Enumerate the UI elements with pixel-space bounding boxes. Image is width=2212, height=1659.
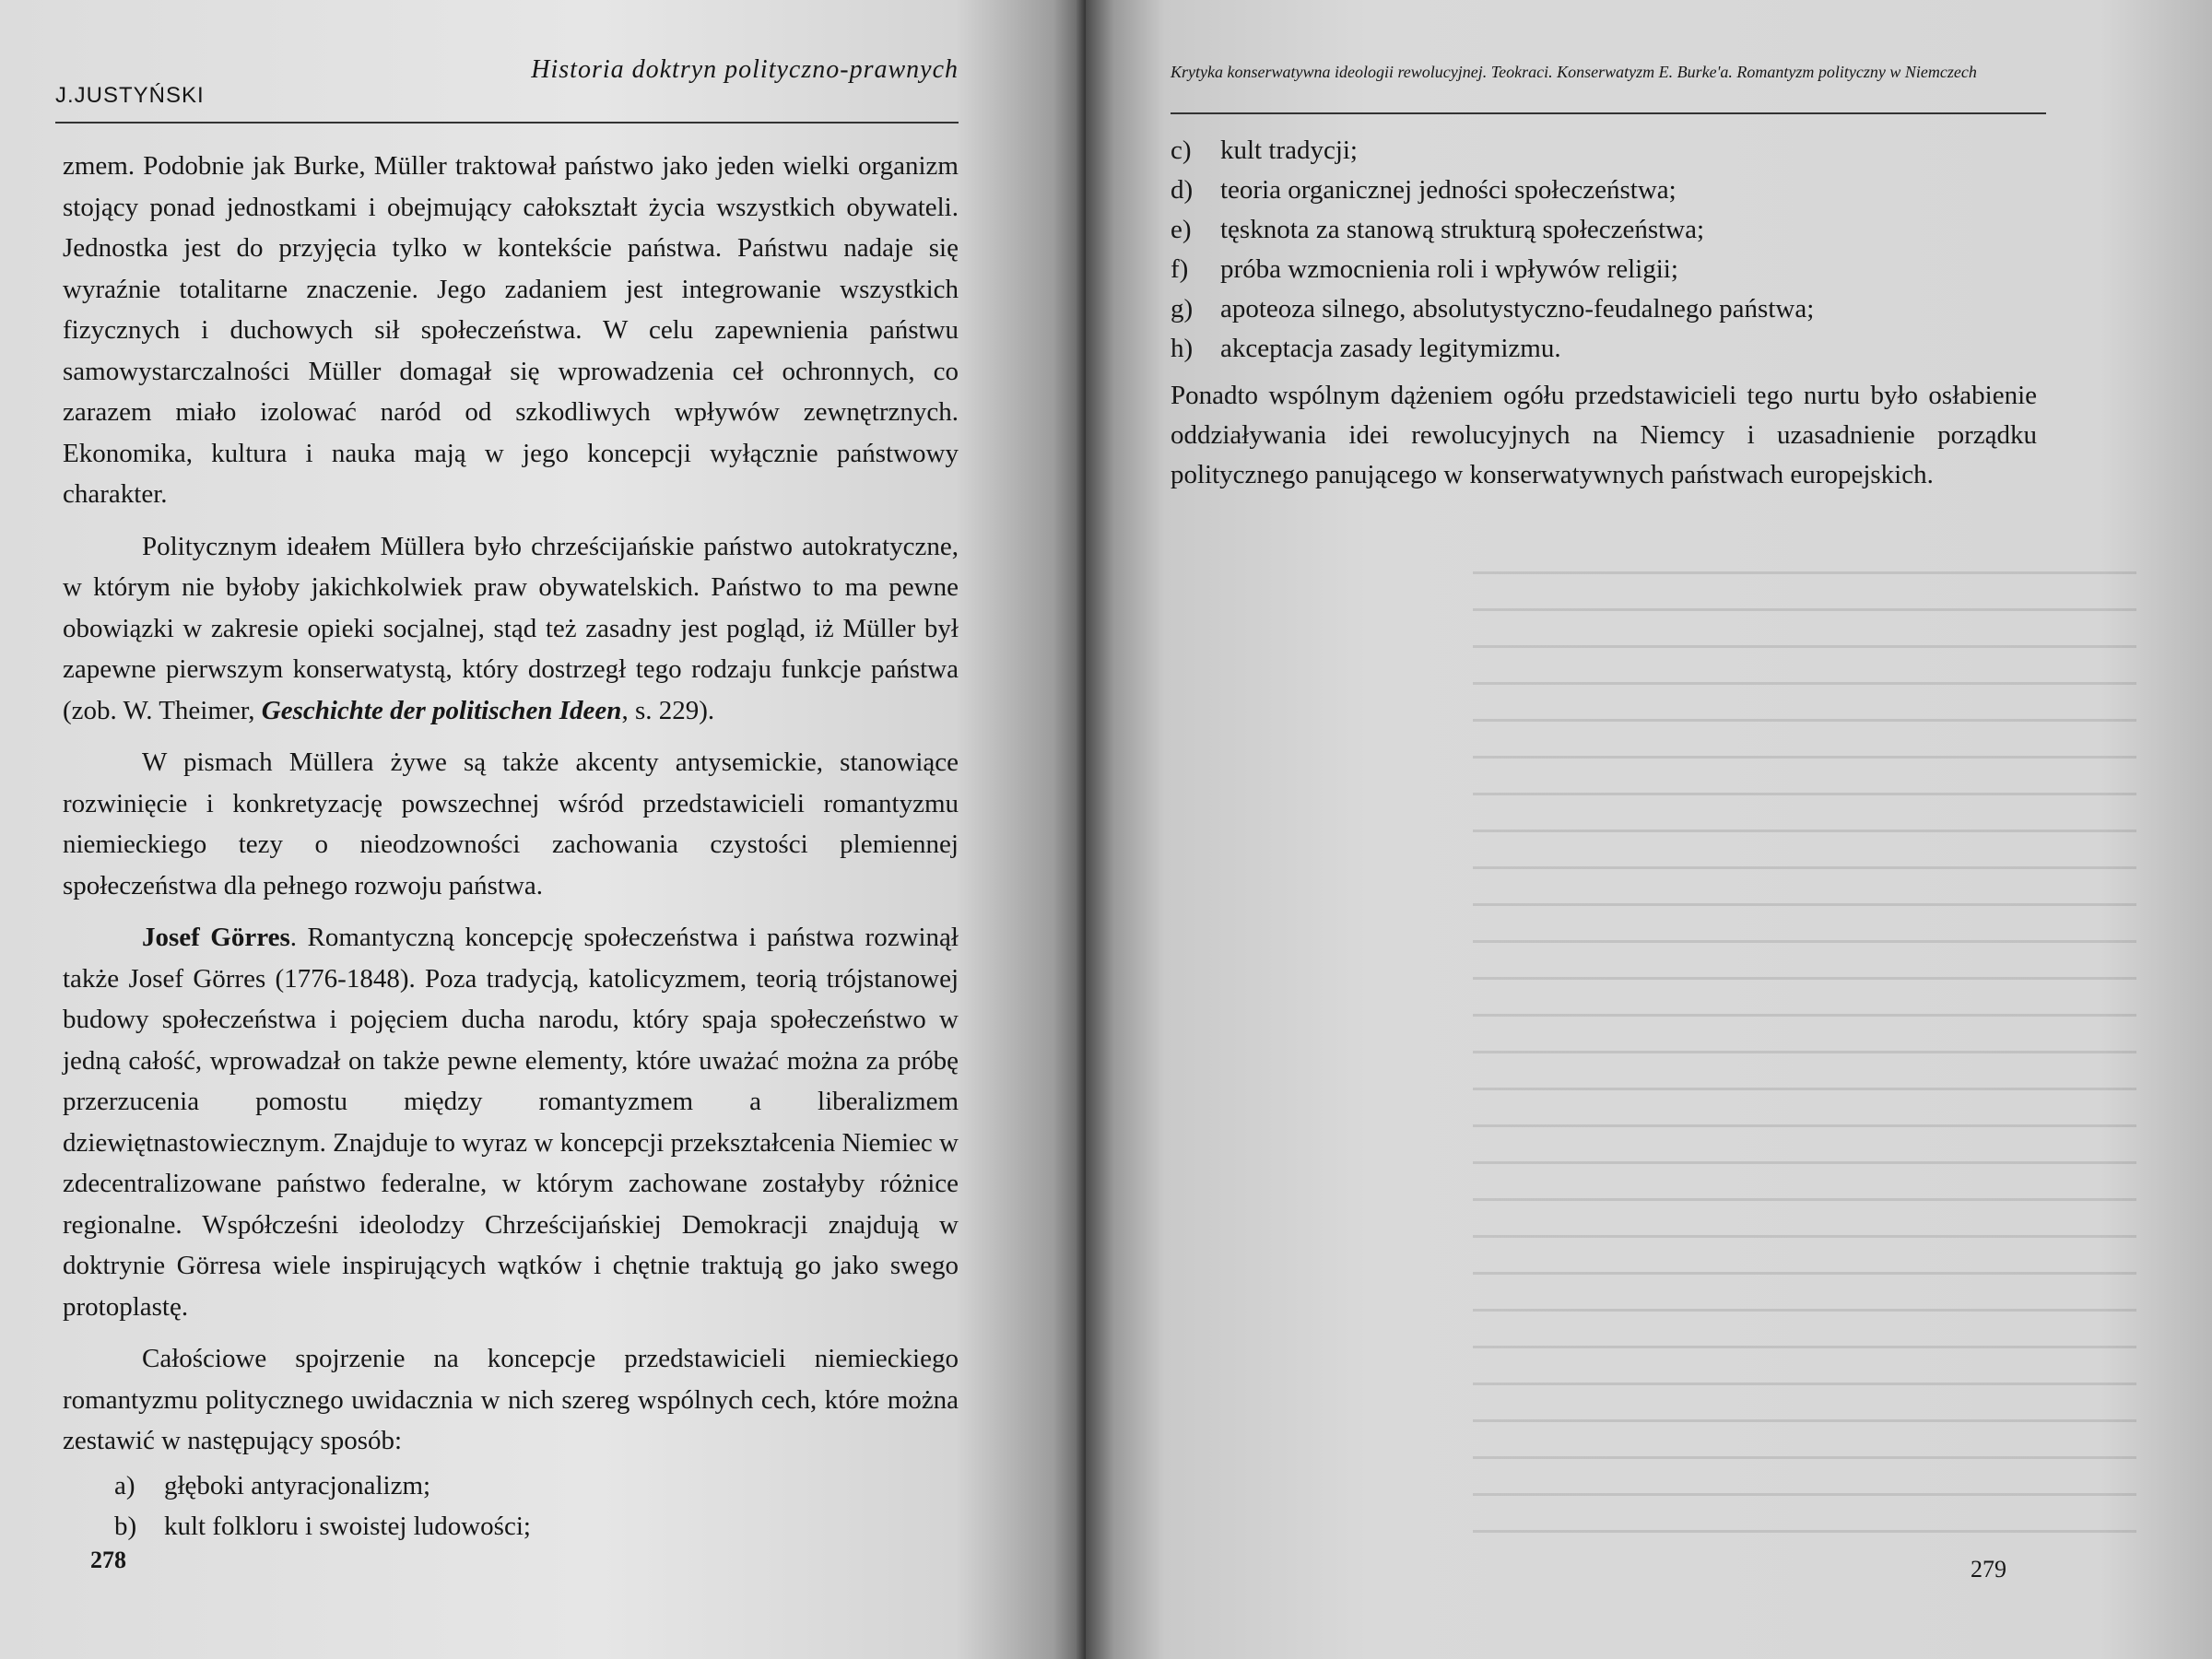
feature-list — [1171, 131, 2037, 369]
list-text: kult tradycji; — [1220, 135, 1358, 165]
paragraph: W pismach Müllera żywe są także akcenty antysemickie, stanowiące rozwinięcie i konkretyzację powszechnej wśród przedstawicieli romantyzmu niemieckiego tezy o nieodzowności zachowania czystości plemiennej społeczeństwa dla pełnego rozwoju państwa. — [63, 747, 959, 900]
right-page — [1086, 0, 2212, 1659]
left-page — [0, 0, 1086, 1659]
list-text: teoria organicznej jedności społeczeństwa; — [1220, 175, 1677, 205]
list-item — [1171, 171, 2037, 210]
list-text: próba wzmocnienia roli i wpływów religii; — [1220, 254, 1678, 284]
list-text: tęsknota za stanową strukturą społeczeństwa; — [1220, 215, 1705, 244]
book-title: Historia doktryn polityczno-prawnych — [531, 55, 959, 84]
paragraph: zmem. Podobnie jak Burke, Müller traktował państwo jako jeden wielki organizm stojący ponad jednostkami i obejmujący całokształt życia wszystkich obywateli. Jednostka jest do przyjęcia tylko w kontekście państwa. Państwu nadaje się wyraźnie totalitarne znaczenie. Jego zadaniem jest integrowanie wszystkich fizycznych i duchowych sił społeczeństwa. W celu zapewnienia państwu samowystarczalności Müller domagał się wprowadzenia ceł ochronnych, co zarazem miało izolować naród od szkodliwych wpływów zewnętrznych. Ekonomika, kultura i nauka mają w jego koncepcji wyłącznie państwowy charakter. — [63, 151, 959, 509]
list-item — [1171, 329, 2037, 369]
paragraph-text: . Romantyczną koncepcję społeczeństwa i państwa rozwinął także Josef Görres (1776-1848). Poza tradycją, katolicyzmem, teorią trójstanowej budowy społeczeństwa i pojęciem ducha narodu, który spaja społeczeństwo w jedną całość, wprowadzał on także pewne elementy, które uważać można za próbę przerzucenia pomostu między romantyzmem a liberalizmem dziewiętnastowiecznym. Znajduje to wyraz w koncepcji przekształcenia Niemiec w zdecentralizowane państwo federalne, w którym zachowane zostałyby różnice regionalne. Współcześni ideolodzy Chrześcijańskiej Demokracji znajdują w doktrynie Görresa wiele inspirujących wątków i chętnie traktują go jako swego protoplastę. — [63, 923, 959, 1322]
author-name: J.JUSTYŃSKI — [55, 83, 205, 108]
cited-book-title: Geschichte der politischen Ideen — [261, 695, 622, 725]
list-letter: a) — [114, 1470, 135, 1500]
list-text: kult folkloru i swoistej ludowości; — [164, 1512, 531, 1541]
paragraph-text: Politycznym ideałem Müllera było chrześcijańskie państwo autokratyczne, w którym nie byłoby jakichkolwiek praw obywatelskich. Państwo to ma pewne obowiązki w zakresie opieki socjalnej, stąd też zasadny jest pogląd, iż Müller był zapewne pierwszym konserwatystą, który dostrzegł tego rodzaju funkcje państwa (zob. W. Theimer, — [63, 531, 959, 725]
page-number: 279 — [1971, 1556, 2006, 1583]
list-item — [1171, 289, 2037, 329]
feature-list — [114, 1465, 959, 1547]
list-text: apoteoza silnego, absolutystyczno-feudalnego państwa; — [1220, 294, 1815, 324]
page-number: 278 — [90, 1547, 126, 1573]
chapter-title: Krytyka konserwatywna ideologii rewolucyjnej. Teokraci. Konserwatyzm E. Burke'a. Romantyzm polityczny w Niemczech — [1171, 63, 1977, 81]
paragraph-gorres — [63, 917, 959, 1327]
paragraph-text: , s. 229). — [621, 695, 715, 725]
list-letter: f) — [1171, 254, 1189, 284]
left-running-header — [55, 48, 959, 124]
list-letter: c) — [1171, 135, 1192, 165]
list-item — [114, 1506, 959, 1547]
list-item — [1171, 250, 2037, 289]
list-item — [114, 1465, 959, 1507]
paragraph-ideal — [63, 526, 959, 732]
list-letter: e) — [1171, 215, 1192, 244]
list-letter: b) — [114, 1512, 137, 1541]
left-page-body — [63, 146, 959, 1547]
section-lead: Josef Görres — [142, 923, 290, 952]
right-page-body — [1171, 131, 2037, 495]
list-letter: h) — [1171, 334, 1194, 363]
list-text: głęboki antyracjonalizm; — [164, 1470, 431, 1500]
closing-paragraph: Ponadto wspólnym dążeniem ogółu przedstawicieli tego nurtu było osłabienie oddziaływania idei rewolucyjnych na Niemcy i uzasadnienie porządku politycznego panującego w konserwatywnych państwach europejskich. — [1171, 381, 2037, 489]
list-item — [1171, 131, 2037, 171]
show-through-text — [1473, 571, 2136, 1548]
right-running-header — [1171, 48, 2046, 114]
list-letter: d) — [1171, 175, 1194, 205]
list-text: akceptacja zasady legitymizmu. — [1220, 334, 1561, 363]
list-letter: g) — [1171, 294, 1194, 324]
list-item — [1171, 210, 2037, 250]
paragraph: Całościowe spojrzenie na koncepcje przedstawicieli niemieckiego romantyzmu politycznego uwidacznia w nich szereg wspólnych cech, które można zestawić w następujący sposób: — [63, 1344, 959, 1455]
